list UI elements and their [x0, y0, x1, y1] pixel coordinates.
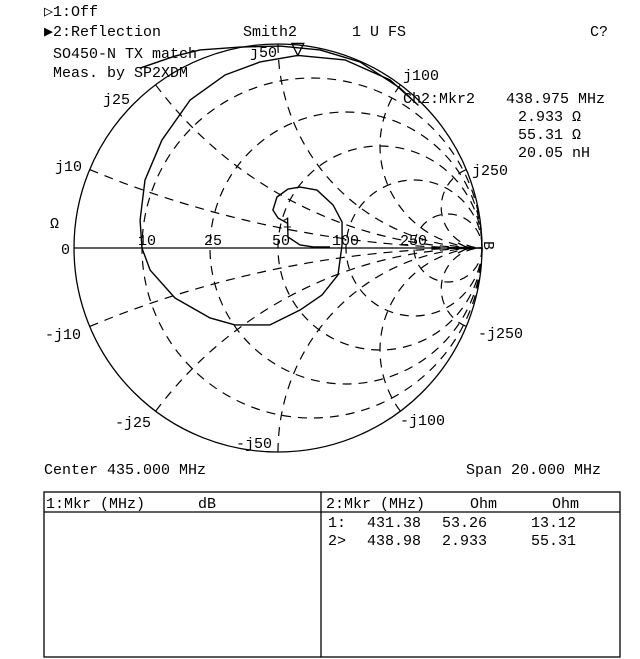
- x-label: j250: [472, 163, 509, 180]
- r-label: 50: [272, 233, 291, 250]
- r-label: 0: [61, 242, 71, 259]
- x-label: -j100: [400, 413, 446, 430]
- status-label: C?: [590, 24, 609, 41]
- x-label: j50: [250, 45, 278, 62]
- x-label: -j250: [478, 326, 524, 343]
- format-label: Smith2: [243, 24, 298, 41]
- r-label: 250: [400, 233, 428, 250]
- center-frequency: Center 435.000 MHz: [44, 462, 207, 479]
- left-table-header: 1:Mkr (MHz): [46, 496, 146, 513]
- marker-1-label: 1: [282, 215, 292, 233]
- right-table-header: Ohm: [470, 496, 498, 513]
- r-label: 100: [332, 233, 360, 250]
- x-label: j25: [103, 92, 131, 109]
- cell: 13.12: [531, 515, 577, 532]
- marker-readout-inductance: 20.05 nH: [518, 145, 591, 162]
- cell: 438.98: [367, 533, 422, 550]
- r-label: 10: [138, 233, 157, 250]
- marker-readout-frequency: 438.975 MHz: [506, 91, 606, 108]
- cell: 2.933: [442, 533, 488, 550]
- span-frequency: Span 20.000 MHz: [466, 462, 602, 479]
- marker-table: [44, 492, 620, 657]
- reactance-arc: [380, 85, 482, 248]
- channel2-label: ▶2:Reflection: [44, 24, 162, 41]
- resistance-labels: [61, 233, 427, 259]
- left-table-header: dB: [198, 496, 217, 513]
- marker-readout-label: Ch2:Mkr2: [403, 91, 476, 108]
- table-row: [328, 515, 576, 532]
- x-label: j100: [403, 68, 440, 85]
- table-row: [328, 533, 576, 550]
- channel1-label: ▷1:Off: [44, 4, 99, 21]
- cell: 431.38: [367, 515, 422, 532]
- reflection-trace: [140, 46, 418, 325]
- title-line-1: SO450-N TX match: [53, 46, 198, 63]
- x-label: j10: [55, 159, 83, 176]
- reference-label: B: [479, 241, 496, 251]
- scale-label: 1 U FS: [352, 24, 407, 41]
- cell: 55.31: [531, 533, 577, 550]
- x-label: -j50: [236, 436, 273, 453]
- cell: 53.26: [442, 515, 488, 532]
- marker-readout-reactance: 55.31 Ω: [518, 127, 582, 144]
- reactance-arc: [380, 248, 482, 411]
- cell: 1:: [328, 515, 347, 532]
- cell: 2>: [328, 533, 347, 550]
- right-table-header: 2:Mkr (MHz): [326, 496, 426, 513]
- reactance-arc: [441, 170, 482, 248]
- title-line-2: Meas. by SP2XDM: [53, 65, 189, 82]
- right-table-header: Ohm: [552, 496, 580, 513]
- r-label: 25: [204, 233, 223, 250]
- axis-unit-label: Ω: [50, 216, 60, 233]
- x-label: -j25: [115, 415, 152, 432]
- marker-readout-resistance: 2.933 Ω: [518, 109, 582, 126]
- x-label: -j10: [45, 327, 82, 344]
